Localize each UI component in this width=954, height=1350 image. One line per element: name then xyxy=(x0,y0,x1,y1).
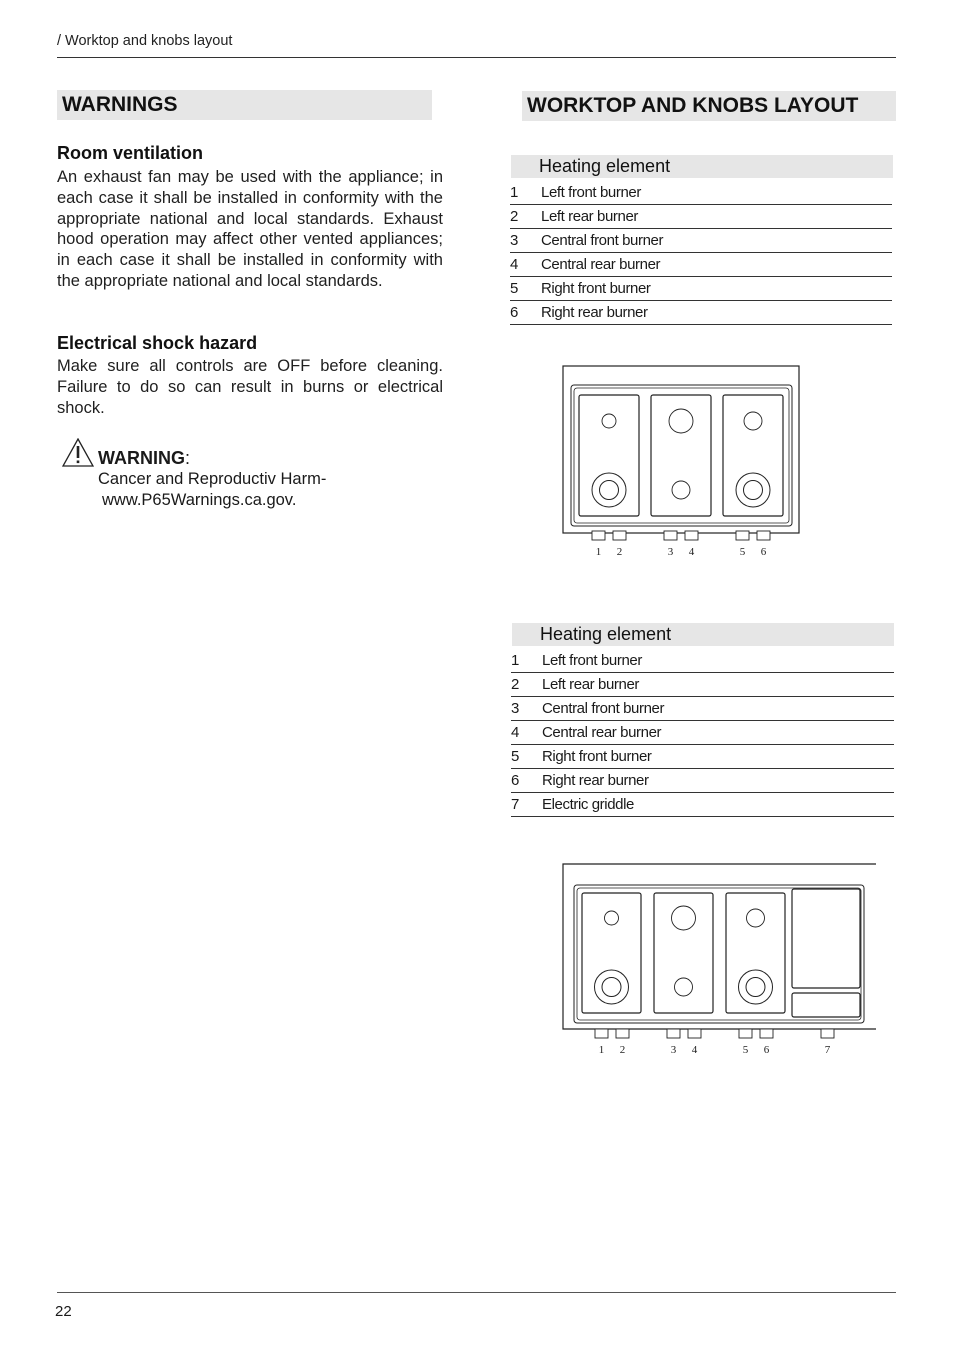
knob-3 xyxy=(667,1029,680,1038)
worktop-layout-title: WORKTOP AND KNOBS LAYOUT xyxy=(522,91,896,121)
burner-zone-left xyxy=(582,893,641,1013)
burner-zone-central xyxy=(651,395,711,516)
row-label: Central rear burner xyxy=(541,256,661,273)
page-number: 22 xyxy=(55,1303,72,1320)
row-label: Central front burner xyxy=(542,700,665,717)
burner-zone-right xyxy=(726,893,785,1013)
knob-label: 5 xyxy=(739,546,746,558)
knob-1 xyxy=(595,1029,608,1038)
row-label: Left rear burner xyxy=(541,208,638,225)
table-row xyxy=(510,253,892,277)
warning-notice-label: WARNING: xyxy=(98,448,191,468)
row-label: Central front burner xyxy=(541,232,664,249)
table-row xyxy=(510,301,892,325)
electrical-shock-text: Make sure all controls are OFF before cleaning. Failure to do so can result in burns or electrical shock. xyxy=(57,357,443,417)
header-divider xyxy=(57,57,896,58)
knob-3 xyxy=(664,531,677,540)
knob-2 xyxy=(616,1029,629,1038)
row-number: 1 xyxy=(511,652,520,669)
burner-zone-central xyxy=(654,893,713,1013)
row-label: Left front burner xyxy=(542,652,642,669)
table-row xyxy=(510,181,892,205)
knob-label: 2 xyxy=(616,546,623,558)
knob-1 xyxy=(592,531,605,540)
electric-griddle-zone xyxy=(792,889,860,1017)
row-number: 5 xyxy=(510,280,519,297)
table-row xyxy=(510,277,892,301)
row-label: Electric griddle xyxy=(542,796,634,813)
row-label: Left front burner xyxy=(541,184,641,201)
row-number: 5 xyxy=(511,748,520,765)
row-label: Left rear burner xyxy=(542,676,639,693)
table-row xyxy=(511,793,894,817)
row-number: 4 xyxy=(510,256,519,273)
cooktop-diagram-6-burners xyxy=(560,364,805,569)
knob-label: 1 xyxy=(598,1044,605,1056)
knob-label: 3 xyxy=(670,1044,677,1056)
table-row xyxy=(511,697,894,721)
knob-label: 1 xyxy=(595,546,602,558)
row-label: Right rear burner xyxy=(542,772,649,789)
knob-4 xyxy=(688,1029,701,1038)
row-label: Central rear burner xyxy=(542,724,662,741)
warning-notice-line-2: www.P65Warnings.ca.gov. xyxy=(102,491,297,509)
cooktop-diagram-6-burners-griddle xyxy=(560,862,882,1067)
row-number: 6 xyxy=(510,304,519,321)
row-number: 6 xyxy=(511,772,520,789)
knob-label: 4 xyxy=(688,546,695,558)
table-row xyxy=(511,769,894,793)
table-row xyxy=(511,745,894,769)
row-number: 3 xyxy=(510,232,519,249)
row-number: 3 xyxy=(511,700,520,717)
warning-notice-line-1: Cancer and Reproductiv Harm- xyxy=(98,470,327,488)
knob-label: 4 xyxy=(691,1044,698,1056)
row-number: 7 xyxy=(511,796,520,813)
table-row xyxy=(511,721,894,745)
row-number: 4 xyxy=(511,724,520,741)
row-number: 1 xyxy=(510,184,519,201)
knob-5 xyxy=(736,531,749,540)
row-number: 2 xyxy=(510,208,519,225)
breadcrumb: / Worktop and knobs layout xyxy=(57,33,233,49)
knob-label: 6 xyxy=(763,1044,770,1056)
knob-6 xyxy=(757,531,770,540)
knob-4 xyxy=(685,531,698,540)
table-row xyxy=(511,673,894,697)
knob-5 xyxy=(739,1029,752,1038)
row-label: Right rear burner xyxy=(541,304,648,321)
room-ventilation-heading: Room ventilation xyxy=(57,143,204,163)
table-row xyxy=(510,229,892,253)
row-number: 2 xyxy=(511,676,520,693)
table2-header: Heating element xyxy=(512,623,894,646)
knob-label: 5 xyxy=(742,1044,749,1056)
knob-label: 7 xyxy=(824,1044,831,1056)
knob-2 xyxy=(613,531,626,540)
table-row xyxy=(511,649,894,673)
knob-label: 3 xyxy=(667,546,674,558)
knob-7 xyxy=(821,1029,834,1038)
electrical-shock-heading: Electrical shock hazard xyxy=(57,333,258,353)
burner-zone-right xyxy=(723,395,783,516)
table1 xyxy=(510,181,892,325)
table-row xyxy=(510,205,892,229)
row-label: Right front burner xyxy=(541,280,651,297)
burner-zone-left xyxy=(579,395,639,516)
knob-label: 6 xyxy=(760,546,767,558)
warning-triangle-icon xyxy=(62,438,94,473)
table2 xyxy=(511,649,894,817)
footer-divider xyxy=(57,1292,896,1293)
warnings-title: WARNINGS xyxy=(57,90,432,120)
room-ventilation-text: An exhaust fan may be used with the appliance; in each case it shall be installed in conformity with the appropriate national and local standards. Exhaust hood operation may affect other vented appliances; in each case it shall be installed in conformity with the appropriate national and local standards. xyxy=(57,168,443,290)
row-label: Right front burner xyxy=(542,748,652,765)
table1-header: Heating element xyxy=(511,155,893,178)
knob-6 xyxy=(760,1029,773,1038)
knob-label: 2 xyxy=(619,1044,626,1056)
